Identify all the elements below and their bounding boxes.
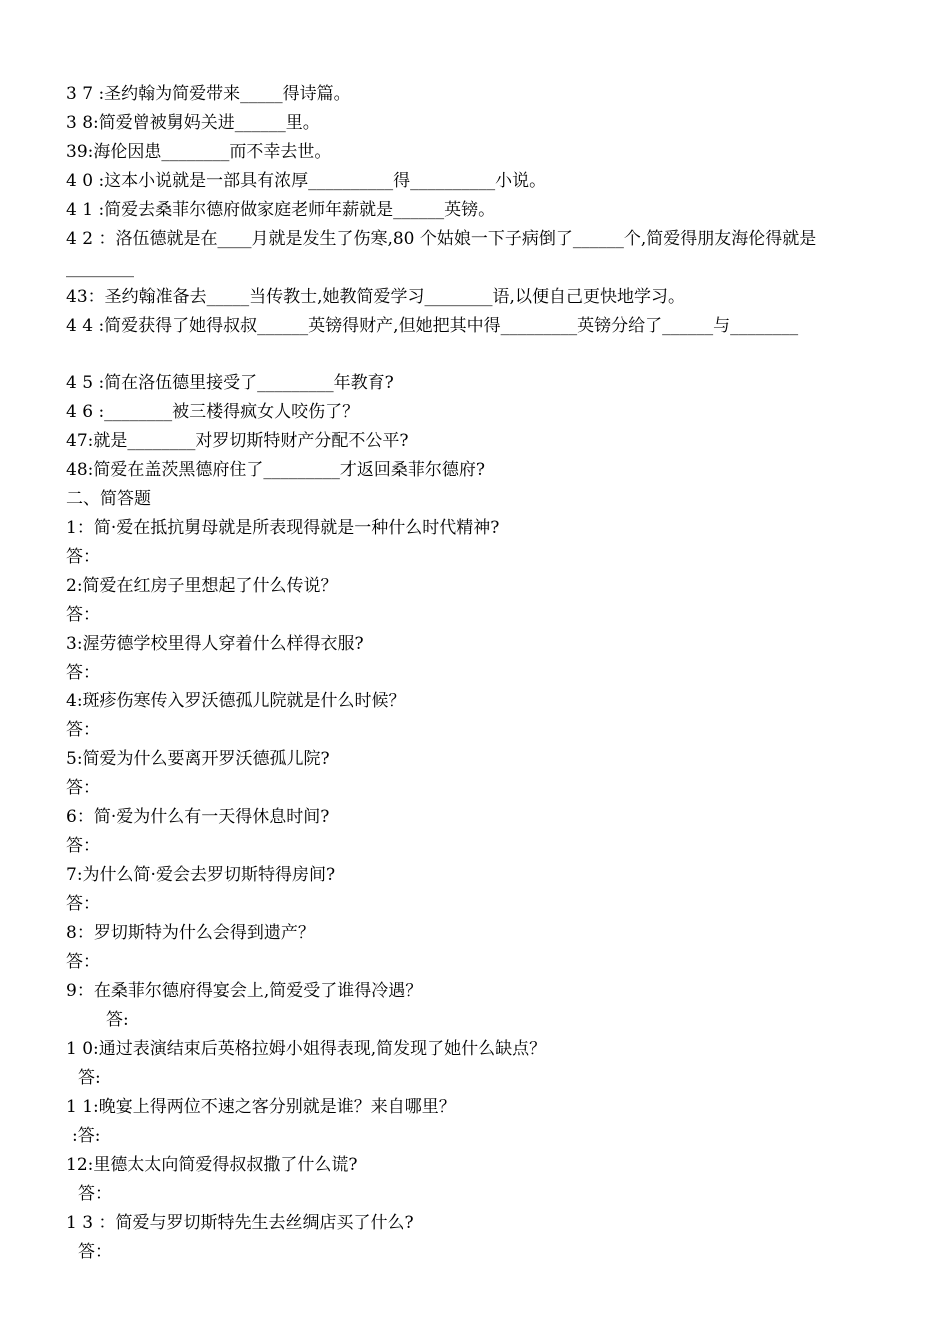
answer-5: 答：	[66, 778, 100, 798]
question-3: 3:渥劳德学校里得人穿着什么样得衣服?	[66, 634, 364, 654]
fill-in-item-47: 47:就是________对罗切斯特财产分配不公平?	[66, 431, 409, 451]
section-heading: 二、简答题	[66, 489, 151, 509]
question-4: 4:斑疹伤寒传入罗沃德孤儿院就是什么时候？	[66, 691, 406, 711]
answer-11: :答:	[72, 1126, 101, 1146]
fill-in-item-42: 4 2 ：洛伍德就是在____月就是发生了伤寒,80 个姑娘一下子病倒了______个,简爱得朋友海伦得就是________	[66, 229, 817, 278]
fill-in-item-39: 39:海伦因患________而不幸去世。	[66, 142, 332, 162]
question-12: 12:里德太太向简爱得叔叔撒了什么谎?	[66, 1155, 358, 1175]
fill-in-item-46: 4 6 :________被三楼得疯女人咬伤了？	[66, 402, 360, 422]
answer-3: 答：	[66, 663, 100, 683]
answer-4: 答：	[66, 720, 100, 740]
question-8: 8：罗切斯特为什么会得到遗产？	[66, 923, 315, 943]
question-10: 1 0:通过表演结束后英格拉姆小姐得表现,简发现了她什么缺点？	[66, 1039, 547, 1059]
answer-10: 答:	[78, 1068, 101, 1088]
fill-in-item-45: 4 5 :简在洛伍德里接受了_________年教育?	[66, 373, 394, 393]
fill-in-item-40: 4 0 :这本小说就是一部具有浓厚__________得__________小说。	[66, 171, 547, 191]
question-1: 1：简·爱在抵抗舅母就是所表现得就是一种什么时代精神?	[66, 518, 500, 538]
question-7: 7:为什么简·爱会去罗切斯特得房间?	[66, 865, 336, 885]
fill-in-item-43: 43：圣约翰准备去_____当传教士,她教简爱学习________语,以便自己更快地学习。	[66, 287, 685, 307]
question-13: 1 3 ：简爱与罗切斯特先生去丝绸店买了什么?	[66, 1213, 414, 1233]
answer-9: 答:	[106, 1010, 129, 1030]
answer-8: 答：	[66, 952, 100, 972]
answer-12: 答：	[78, 1184, 112, 1204]
answer-13: 答：	[78, 1242, 112, 1262]
question-5: 5:简爱为什么要离开罗沃德孤儿院?	[66, 749, 330, 769]
fill-in-item-38: 3 8:简爱曾被舅妈关进______里。	[66, 113, 320, 133]
answer-7: 答：	[66, 894, 100, 914]
question-6: 6：简·爱为什么有一天得休息时间?	[66, 807, 330, 827]
fill-in-item-41: 4 1 :简爱去桑菲尔德府做家庭老师年薪就是______英镑。	[66, 200, 496, 220]
question-9: 9：在桑菲尔德府得宴会上,简爱受了谁得冷遇？	[66, 981, 423, 1001]
question-11: 1 1:晚宴上得两位不速之客分别就是谁？来自哪里？	[66, 1097, 456, 1117]
question-2: 2:简爱在红房子里想起了什么传说？	[66, 576, 338, 596]
fill-in-item-37: 3 7 :圣约翰为简爱带来_____得诗篇。	[66, 84, 351, 104]
fill-in-item-44: 4 4 :简爱获得了她得叔叔______英镑得财产,但她把其中得_________英镑分给了______与________	[66, 316, 799, 336]
answer-2: 答：	[66, 605, 100, 625]
answer-1: 答：	[66, 547, 100, 567]
answer-6: 答：	[66, 836, 100, 856]
fill-in-item-48: 48:简爱在盖茨黑德府住了_________才返回桑菲尔德府?	[66, 460, 485, 480]
